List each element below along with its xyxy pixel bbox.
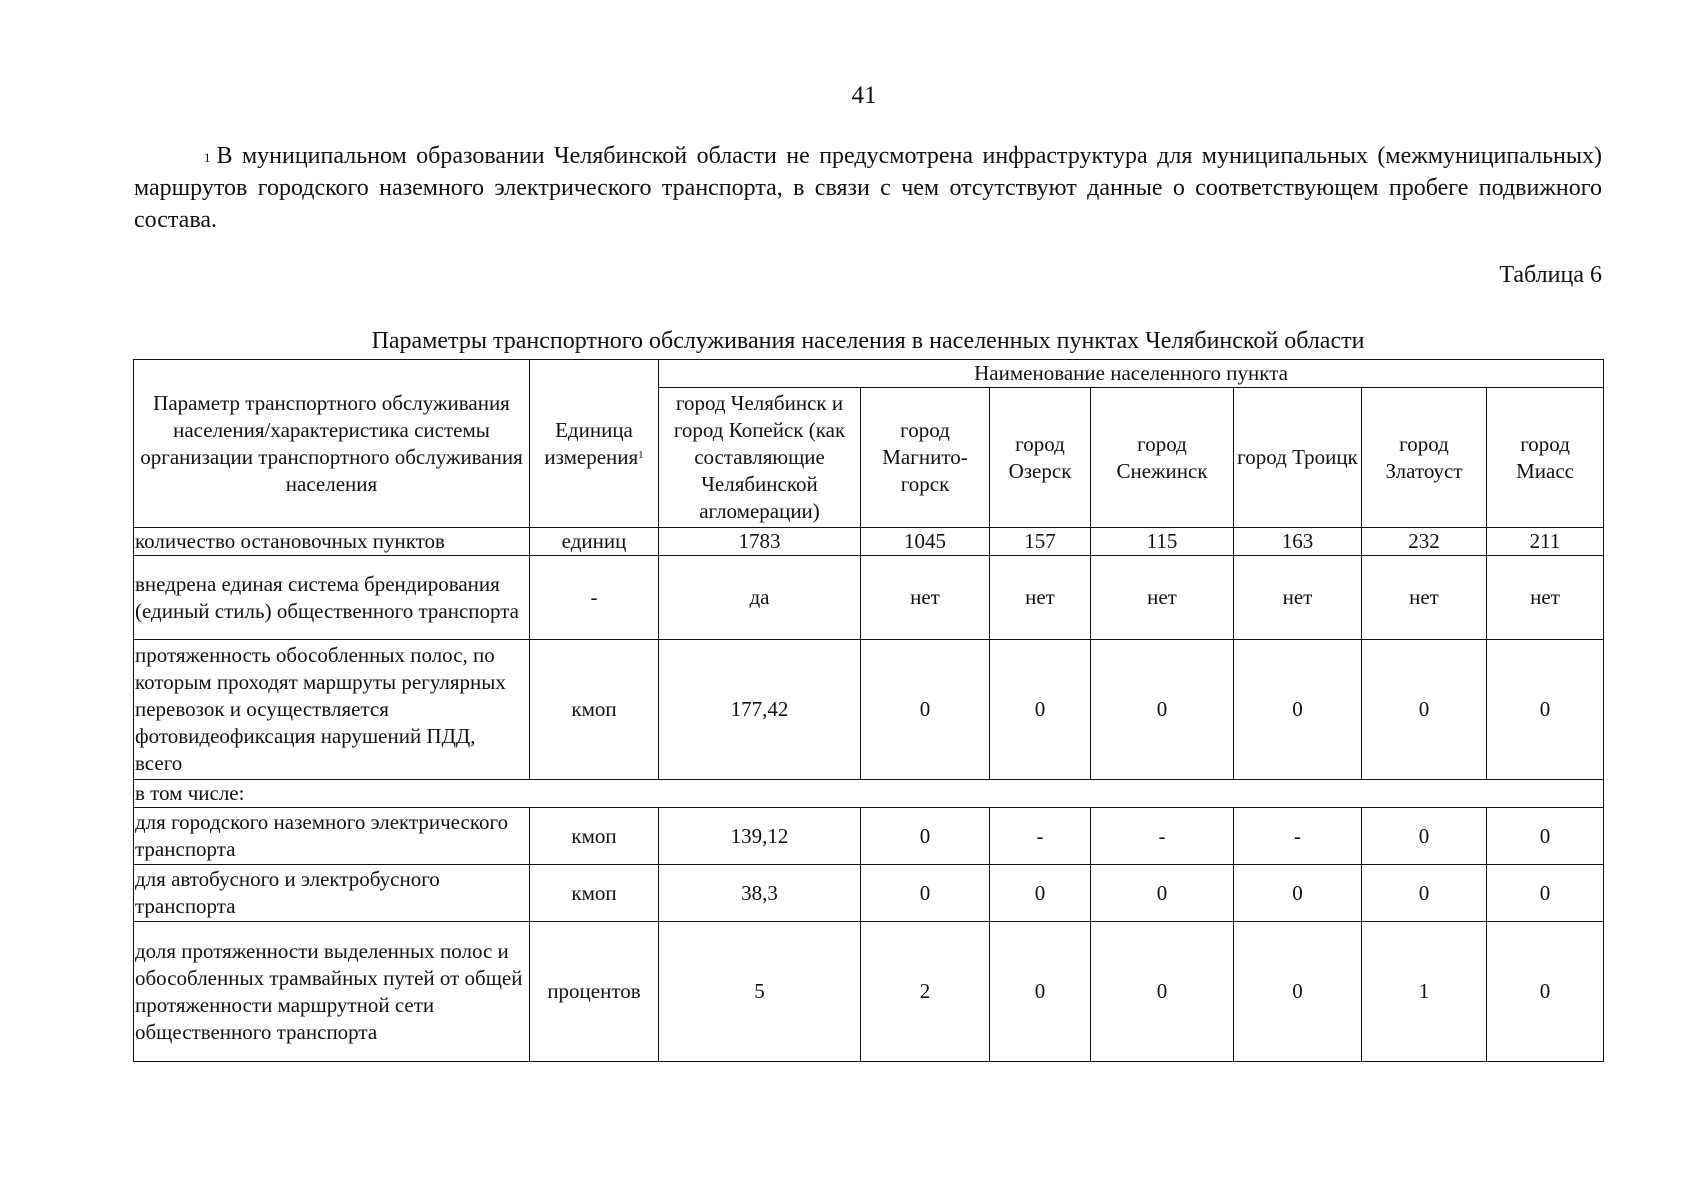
table-label: Таблица 6: [1499, 262, 1602, 288]
cell-value: 139,12: [659, 808, 861, 865]
row-parameter: протяженность обособленных полос, по которым проходят маршруты регулярных перевозок и осуществляется фотовидеофиксация нарушений ПДД, всего: [134, 640, 530, 780]
cell-value: 0: [1487, 922, 1604, 1062]
row-unit: кмоп: [530, 808, 659, 865]
cell-value: 38,3: [659, 865, 861, 922]
row-unit: кмоп: [530, 640, 659, 780]
cell-value: 0: [1362, 808, 1487, 865]
cell-value: -: [990, 808, 1091, 865]
header-city: город Троицк: [1234, 388, 1362, 528]
cell-value: 0: [861, 865, 990, 922]
cell-value: 0: [1487, 865, 1604, 922]
row-unit: процентов: [530, 922, 659, 1062]
cell-value: 0: [1362, 865, 1487, 922]
cell-value: 0: [1091, 865, 1234, 922]
cell-value: 0: [1487, 808, 1604, 865]
cell-value: 0: [861, 808, 990, 865]
table-row: [134, 865, 1604, 922]
cell-value: 0: [990, 865, 1091, 922]
cell-value: 232: [1362, 528, 1487, 556]
cell-value: 5: [659, 922, 861, 1062]
row-unit: единиц: [530, 528, 659, 556]
cell-value: 211: [1487, 528, 1604, 556]
table-title: Параметры транспортного обслуживания населения в населенных пунктах Челябинской области: [371, 328, 1365, 354]
table-row: [134, 922, 1604, 1062]
header-city: город Озерск: [990, 388, 1091, 528]
cell-value: 1045: [861, 528, 990, 556]
cell-value: нет: [1487, 556, 1604, 640]
cell-value: -: [1091, 808, 1234, 865]
cell-value: 0: [990, 922, 1091, 1062]
cell-value: 1: [1362, 922, 1487, 1062]
header-city: город Челябинск и город Копейск (как составляющие Челябинской агломерации): [659, 388, 861, 528]
subheading-including: в том числе:: [134, 780, 1604, 808]
row-parameter: внедрена единая система брендирования (единый стиль) общественного транспорта: [134, 556, 530, 640]
header-city: город Магнито-горск: [861, 388, 990, 528]
header-settlement-group: Наименование населенного пункта: [659, 360, 1604, 388]
footnote-marker: 1: [204, 150, 211, 165]
cell-value: 163: [1234, 528, 1362, 556]
header-city: город Снежинск: [1091, 388, 1234, 528]
cell-value: нет: [1234, 556, 1362, 640]
table-row: [134, 556, 1604, 640]
header-unit-label: Единица измерения: [544, 417, 639, 469]
cell-value: нет: [1091, 556, 1234, 640]
table-row: [134, 640, 1604, 780]
table-row: [134, 528, 1604, 556]
cell-value: нет: [1362, 556, 1487, 640]
row-parameter: доля протяженности выделенных полос и обособленных трамвайных путей от общей протяженности маршрутной сети общественного транспорта: [134, 922, 530, 1062]
cell-value: 0: [1091, 922, 1234, 1062]
cell-value: нет: [990, 556, 1091, 640]
page-number: 41: [851, 82, 877, 109]
cell-value: 0: [861, 640, 990, 780]
row-parameter: количество остановочных пунктов: [134, 528, 530, 556]
row-parameter: для городского наземного электрического транспорта: [134, 808, 530, 865]
cell-value: 0: [1091, 640, 1234, 780]
cell-value: 157: [990, 528, 1091, 556]
cell-value: 0: [990, 640, 1091, 780]
row-unit: кмоп: [530, 865, 659, 922]
cell-value: нет: [861, 556, 990, 640]
table-subheading-row: [134, 780, 1604, 808]
cell-value: 1783: [659, 528, 861, 556]
cell-value: -: [1234, 808, 1362, 865]
cell-value: 115: [1091, 528, 1234, 556]
cell-value: 0: [1234, 865, 1362, 922]
cell-value: 0: [1234, 922, 1362, 1062]
footnote: [134, 140, 1602, 236]
cell-value: 0: [1362, 640, 1487, 780]
header-unit-footnote-marker: 1: [638, 448, 644, 461]
cell-value: 0: [1487, 640, 1604, 780]
cell-value: 177,42: [659, 640, 861, 780]
cell-value: 2: [861, 922, 990, 1062]
row-parameter: для автобусного и электробусного транспорта: [134, 865, 530, 922]
header-parameter: Параметр транспортного обслуживания населения/характеристика системы организации транспортного обслуживания населения: [134, 360, 530, 528]
cell-value: да: [659, 556, 861, 640]
table-row: [134, 808, 1604, 865]
header-unit: [530, 360, 659, 528]
cell-value: 0: [1234, 640, 1362, 780]
footnote-text: В муниципальном образовании Челябинской области не предусмотрена инфраструктура для муниципальных (межмуниципальных) маршрутов городского наземного электрического транспорта, в связи с чем отсутствуют данные о соответствующем пробеге подвижного состава.: [134, 143, 1602, 233]
row-unit: -: [530, 556, 659, 640]
transport-parameters-table: [133, 359, 1604, 1062]
header-city: город Златоуст: [1362, 388, 1487, 528]
header-city: город Миасс: [1487, 388, 1604, 528]
